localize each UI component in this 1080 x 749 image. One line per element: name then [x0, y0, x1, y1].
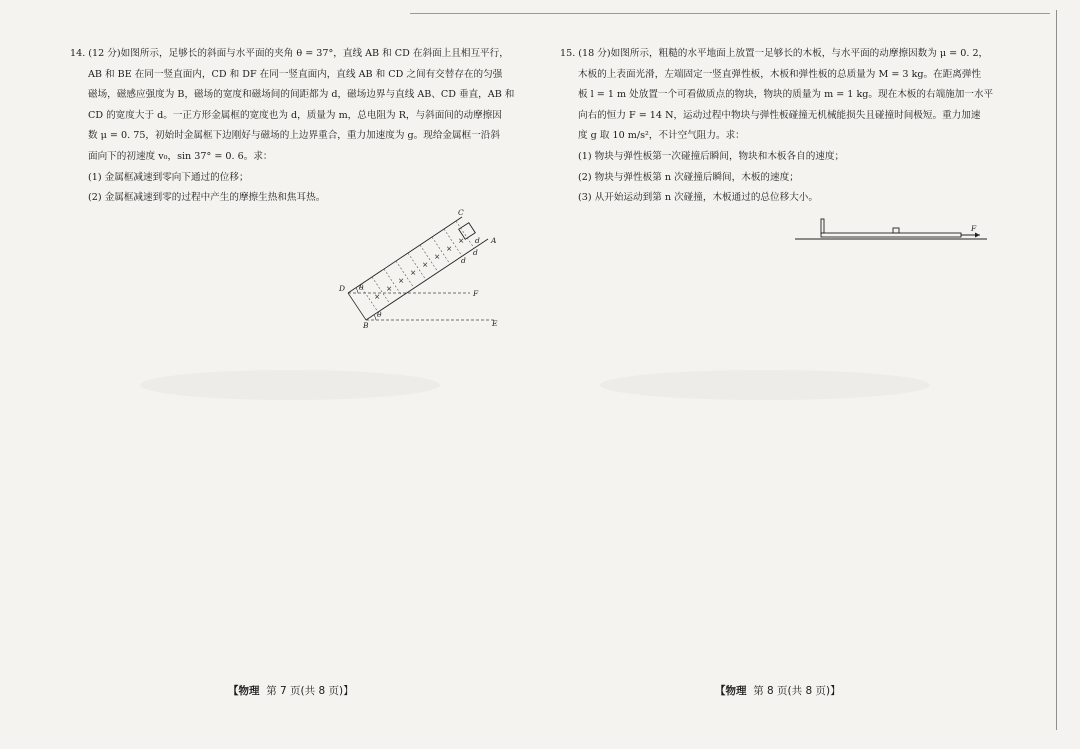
field-mark: ×: [398, 276, 405, 285]
scan-smudge: [600, 370, 930, 400]
elastic-plate: [821, 219, 824, 233]
field-mark: ×: [410, 268, 417, 277]
footer-subject: 【物理: [715, 685, 747, 697]
q14-subquestion-1: (1) 金属框减速到零向下通过的位移；: [88, 171, 249, 183]
line-AB: [366, 239, 488, 320]
label-theta-B: θ: [377, 310, 382, 319]
line-DB: [348, 293, 366, 320]
q15-line: 向右的恒力 F = 14 N，运动过程中物块与弹性板碰撞无机械能损失且碰撞时间极短。重力加速: [578, 109, 981, 121]
q14-line: AB 和 BE 在同一竖直面内，CD 和 DF 在同一竖直面内，直线 AB 和 CD 之间有交替存在的匀强: [88, 68, 503, 80]
q15-line: 木板的上表面光滑，左端固定一竖直弹性板，木板和弹性板的总质量为 M = 3 kg。在距离弹性: [578, 68, 982, 80]
label-F: F: [473, 289, 479, 298]
field-mark: ×: [422, 260, 429, 269]
label-force-F: F: [971, 224, 977, 233]
q14-line: 面向下的初速度 v₀，sin 37° = 0. 6。求：: [88, 150, 273, 162]
field-mark: ×: [446, 244, 453, 253]
top-rule: [410, 13, 1050, 14]
label-E: E: [492, 319, 498, 328]
q15-line: 板 l = 1 m 处放置一个可看做质点的物块，物块的质量为 m = 1 kg。现在木板的右端施加一水平: [578, 89, 994, 101]
q15-line: 15. (18 分)如图所示，粗糙的水平地面上放置一足够长的木板，与水平面的动摩擦因数为 μ = 0. 2，: [560, 48, 989, 59]
q14-line: 14. (12 分)如图所示，足够长的斜面与水平面的夹角 θ = 37°，直线 AB 和 CD 在斜面上且相互平行，: [70, 48, 509, 59]
field-mark: ×: [374, 292, 381, 301]
block: [893, 228, 899, 233]
question-15-stem: [560, 44, 997, 147]
footer-page-7: [228, 683, 354, 698]
angle-arc-D: [356, 288, 358, 293]
q14-line: 磁场，磁感应强度为 B，磁场的宽度和磁场间的间距都为 d，磁场边界与直线 AB、CD 垂直，AB 和: [88, 89, 515, 101]
label-theta-D: θ: [359, 283, 364, 292]
label-C: C: [458, 208, 464, 217]
q15-subquestion-1: (1) 物块与弹性板第一次碰撞后瞬间，物块和木板各自的速度；: [578, 150, 845, 162]
question-15: [560, 44, 997, 209]
question-14: [70, 44, 515, 209]
wooden-board: [821, 233, 961, 237]
incline-diagram: [330, 205, 510, 335]
angle-arc-B: [374, 315, 376, 320]
line-CD: [348, 217, 465, 293]
label-D: D: [339, 284, 346, 293]
question-14-stem: [70, 44, 515, 168]
q14-subquestion-2: (2) 金属框减速到零的过程中产生的摩擦生热和焦耳热。: [88, 192, 326, 204]
q15-line: 度 g 取 10 m/s²，不计空气阻力。求：: [578, 130, 745, 142]
footer-page-number: 第 7 页(共 8 页)】: [266, 685, 354, 697]
label-A: A: [491, 236, 497, 245]
footer-page-8: [715, 683, 841, 698]
arrowhead-icon: [975, 233, 980, 238]
footer-subject: 【物理: [228, 685, 260, 697]
label-d: d: [475, 236, 480, 245]
label-d: d: [473, 248, 478, 257]
label-B: B: [363, 321, 369, 330]
footer-page-number: 第 8 页(共 8 页)】: [753, 685, 841, 697]
scan-smudge: [140, 370, 440, 400]
q15-subquestion-3: (3) 从开始运动到第 n 次碰撞，木板通过的总位移大小。: [578, 192, 818, 204]
field-mark: ×: [434, 252, 441, 261]
field-mark: ×: [458, 236, 465, 245]
q14-line: 数 μ = 0. 75，初始时金属框下边刚好与磁场的上边界重合，重力加速度为 g。现给金属框一沿斜: [88, 130, 500, 142]
board-diagram: [795, 214, 990, 244]
q15-subquestion-2: (2) 物块与弹性板第 n 次碰撞后瞬间，木板的速度；: [578, 171, 799, 183]
page-edge: [1056, 10, 1057, 730]
field-mark: ×: [386, 284, 393, 293]
label-d: d: [461, 256, 466, 265]
q14-figure: [330, 205, 510, 335]
q14-line: CD 的宽度大于 d。一正方形金属框的宽度也为 d，质量为 m，总电阻为 R，与斜面间的动摩擦因: [88, 109, 502, 121]
q15-figure: [795, 214, 990, 244]
